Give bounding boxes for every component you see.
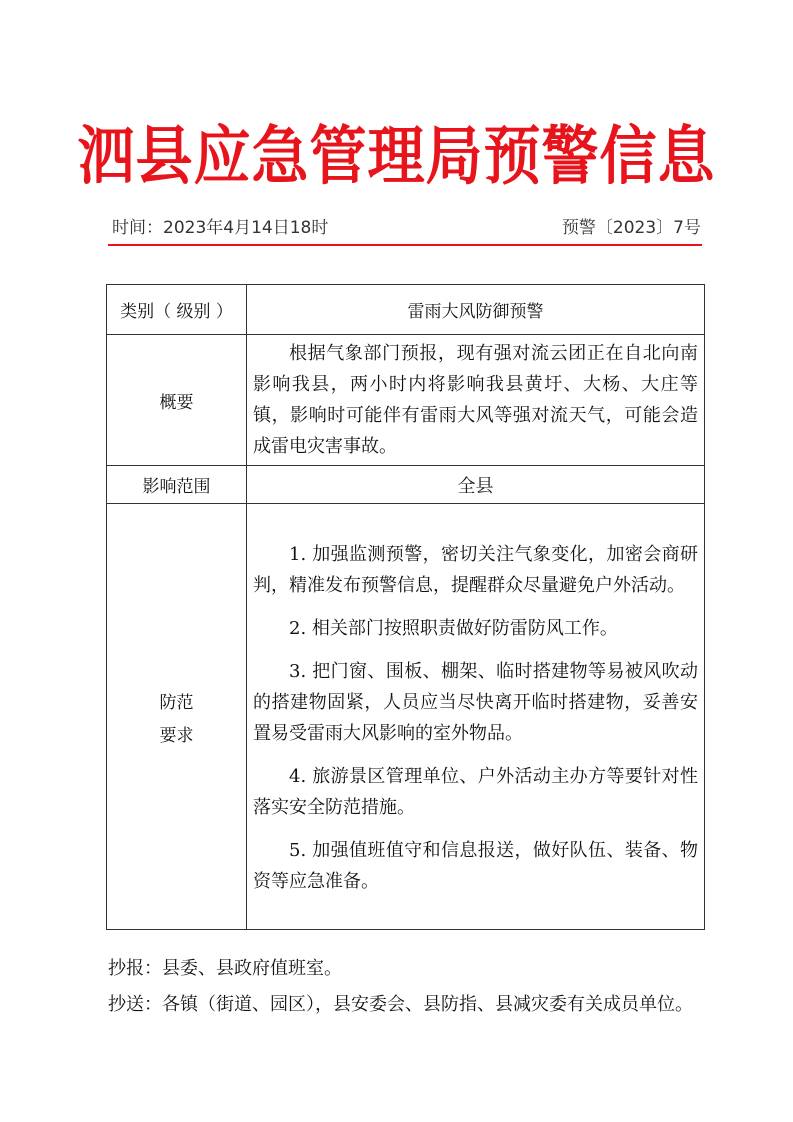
category-label: 类别（ 级别 ） <box>107 285 247 335</box>
requirement-item: 4. 旅游景区管理单位、户外活动主办方等要针对性落实安全防范措施。 <box>253 765 698 818</box>
category-value: 雷雨大风防御预警 <box>247 285 705 335</box>
requirements-label-line-2: 要求 <box>159 725 194 746</box>
table-row <box>107 335 705 466</box>
scope-label: 影响范围 <box>107 466 247 504</box>
table-row <box>107 285 705 335</box>
requirements-label <box>107 504 247 930</box>
header-divider <box>108 244 702 246</box>
overview-label: 概要 <box>107 335 247 466</box>
warning-table <box>106 284 705 930</box>
requirements-label-line-1: 防范 <box>159 692 194 713</box>
document-number: 预警〔2023〕7号 <box>561 218 701 238</box>
issue-time: 时间：2023年4月14日18时 <box>112 218 329 238</box>
requirement-item: 2. 相关部门按照职责做好防雷防风工作。 <box>289 617 618 639</box>
requirements-list <box>247 504 705 930</box>
table-row <box>107 466 705 504</box>
overview-text: 根据气象部门预报，现有强对流云团正在自北向南影响我县，两小时内将影响我县黄圩、大杨、大庄等镇，影响时可能伴有雷雨大风等强对流天气，可能会造成雷电灾害事故。 <box>247 335 705 466</box>
requirement-item: 5. 加强值班值守和信息报送，做好队伍、装备、物资等应急准备。 <box>253 839 698 892</box>
scope-value: 全县 <box>247 466 705 504</box>
copy-to: 抄送：各镇（街道、园区），县安委会、县防指、县减灾委有关成员单位。 <box>108 994 693 1015</box>
requirement-item: 1. 加强监测预警，密切关注气象变化，加密会商研判，精准发布预警信息，提醒群众尽量避免户外活动。 <box>253 543 698 596</box>
table-row <box>107 504 705 930</box>
requirement-item: 3. 把门窗、围板、棚架、临时搭建物等易被风吹动的搭建物固紧，人员应当尽快离开临时搭建物，妥善安置易受雷雨大风影响的室外物品。 <box>253 660 698 744</box>
document-title: 泗县应急管理局预警信息 <box>77 118 716 194</box>
report-to: 抄报：县委、县政府值班室。 <box>108 958 342 979</box>
